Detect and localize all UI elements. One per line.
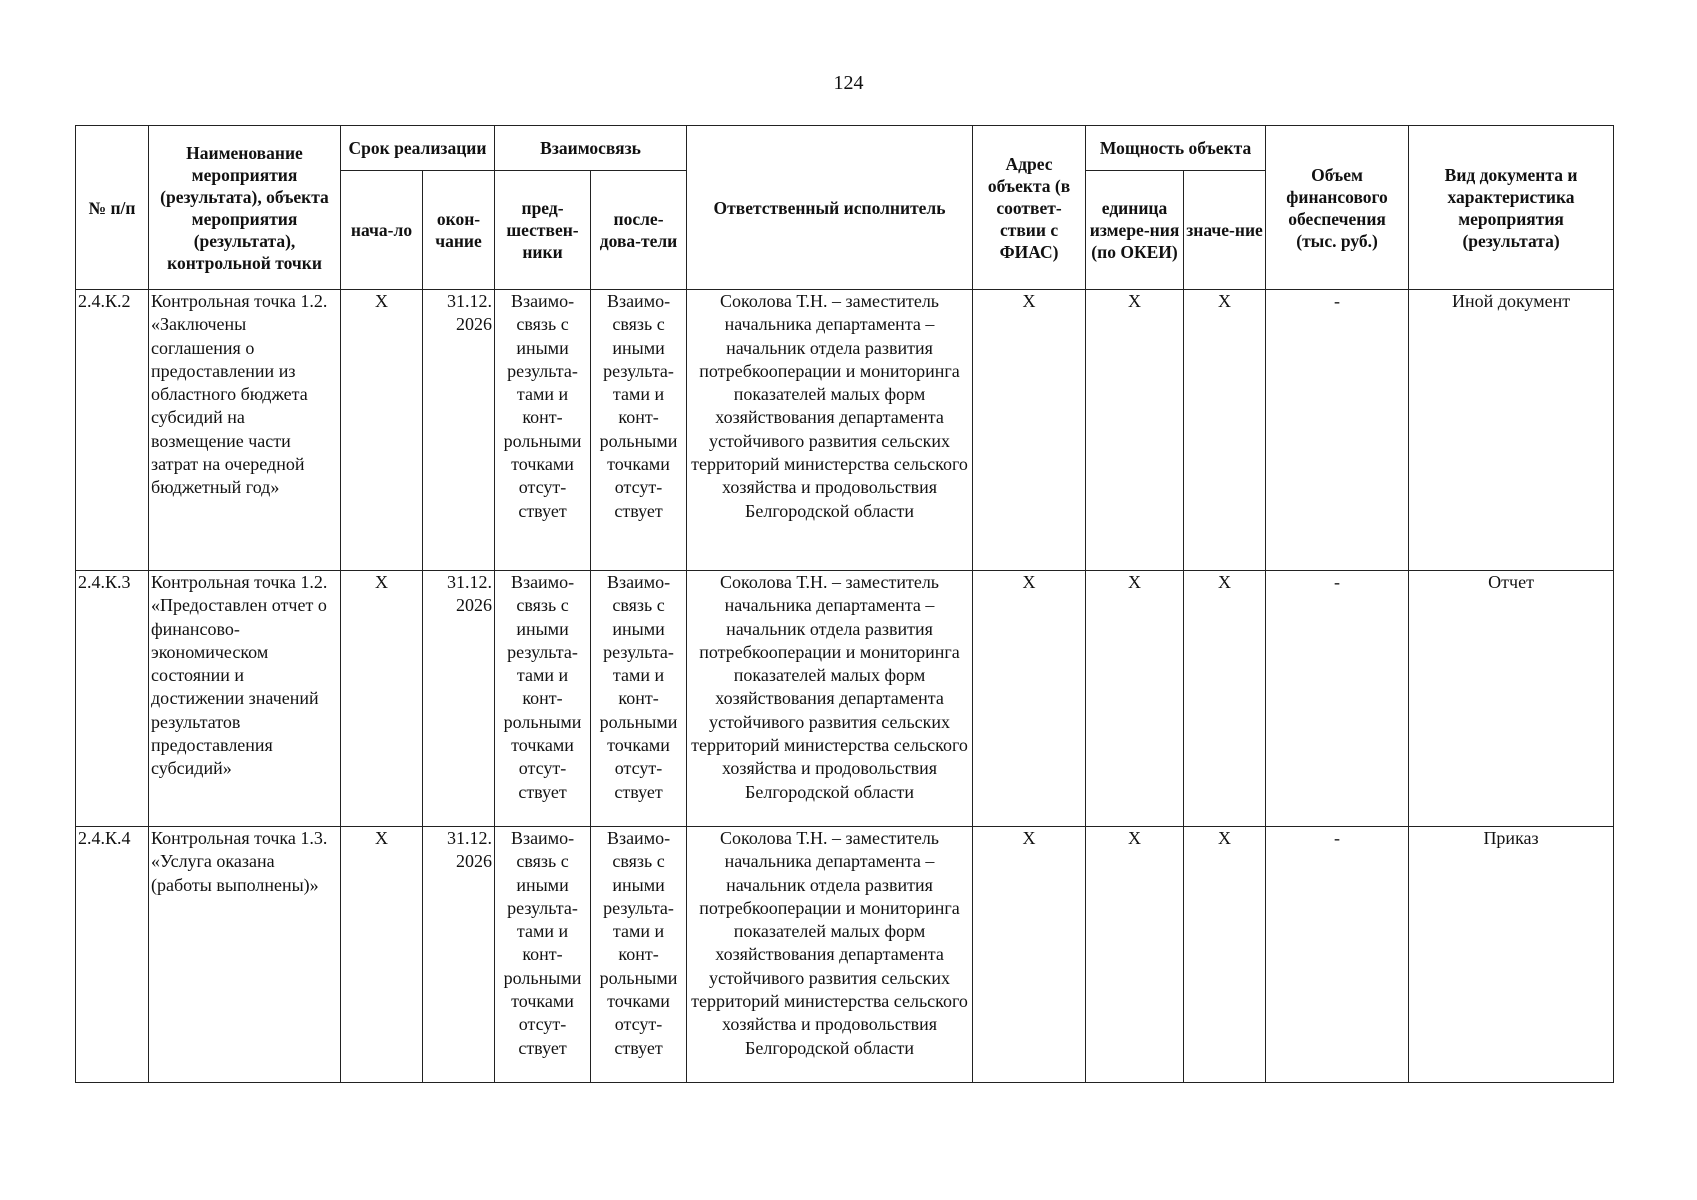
- header-doc-type: Вид документа и характеристика мероприятия (результата): [1409, 126, 1614, 290]
- row-end: 31.12. 2026: [423, 290, 495, 571]
- row-value: X: [1184, 571, 1266, 827]
- header-relation-prev: пред-шествен-ники: [495, 171, 591, 290]
- table-row: [76, 290, 1614, 571]
- row-next: Взаимо-связь с иными результа-тами и конт-рольными точками отсут-ствует: [591, 571, 687, 827]
- header-term-start: нача-ло: [341, 171, 423, 290]
- row-name: Контрольная точка 1.2. «Предоставлен отчет о финансово-экономическом состоянии и достижении значений результатов предоставления субсидий»: [149, 571, 341, 827]
- header-capacity-unit: единица измере-ния (по ОКЕИ): [1086, 171, 1184, 290]
- row-name: Контрольная точка 1.3. «Услуга оказана (работы выполнены)»: [149, 827, 341, 1083]
- header-relation-next: после-дова-тели: [591, 171, 687, 290]
- row-doc: Приказ: [1409, 827, 1614, 1083]
- row-start: X: [341, 827, 423, 1083]
- row-value: X: [1184, 290, 1266, 571]
- header-name: Наименование мероприятия (результата), объекта мероприятия (результата), контрольной точки: [149, 126, 341, 290]
- row-end: 31.12. 2026: [423, 571, 495, 827]
- header-term-end: окон-чание: [423, 171, 495, 290]
- plan-table: [75, 125, 1614, 1083]
- row-address: X: [973, 290, 1086, 571]
- row-end: 31.12. 2026: [423, 827, 495, 1083]
- header-term: Срок реализации: [341, 126, 495, 171]
- header-relation: Взаимосвязь: [495, 126, 687, 171]
- row-address: X: [973, 827, 1086, 1083]
- row-finance: -: [1266, 827, 1409, 1083]
- table-row: [76, 571, 1614, 827]
- row-num: 2.4.К.2: [76, 290, 149, 571]
- row-finance: -: [1266, 290, 1409, 571]
- row-unit: X: [1086, 571, 1184, 827]
- table-header: [76, 126, 1614, 290]
- row-address: X: [973, 571, 1086, 827]
- row-finance: -: [1266, 571, 1409, 827]
- row-start: X: [341, 290, 423, 571]
- row-next: Взаимо-связь с иными результа-тами и конт-рольными точками отсут-ствует: [591, 827, 687, 1083]
- row-unit: X: [1086, 827, 1184, 1083]
- row-unit: X: [1086, 290, 1184, 571]
- header-capacity-value: значе-ние: [1184, 171, 1266, 290]
- row-prev: Взаимо-связь с иными результа-тами и конт-рольными точками отсут-ствует: [495, 827, 591, 1083]
- row-doc: Отчет: [1409, 571, 1614, 827]
- row-responsible: Соколова Т.Н. – заместитель начальника департамента – начальник отдела развития потребкооперации и мониторинга показателей малых форм хозяйствования департамента устойчивого развития сельских территорий министерства сельского хозяйства и продовольствия Белгородской области: [687, 571, 973, 827]
- row-value: X: [1184, 827, 1266, 1083]
- row-next: Взаимо-связь с иными результа-тами и конт-рольными точками отсут-ствует: [591, 290, 687, 571]
- row-prev: Взаимо-связь с иными результа-тами и конт-рольными точками отсут-ствует: [495, 290, 591, 571]
- header-capacity: Мощность объекта: [1086, 126, 1266, 171]
- header-address: Адрес объекта (в соответ-ствии с ФИАС): [973, 126, 1086, 290]
- row-doc: Иной документ: [1409, 290, 1614, 571]
- row-start: X: [341, 571, 423, 827]
- table-row: [76, 827, 1614, 1083]
- row-num: 2.4.К.3: [76, 571, 149, 827]
- row-name: Контрольная точка 1.2. «Заключены соглашения о предоставлении из областного бюджета субсидий на возмещение части затрат на очередной бюджетный год»: [149, 290, 341, 571]
- row-prev: Взаимо-связь с иными результа-тами и конт-рольными точками отсут-ствует: [495, 571, 591, 827]
- row-num: 2.4.К.4: [76, 827, 149, 1083]
- page-number: 124: [833, 72, 864, 94]
- row-responsible: Соколова Т.Н. – заместитель начальника департамента – начальник отдела развития потребкооперации и мониторинга показателей малых форм хозяйствования департамента устойчивого развития сельских территорий министерства сельского хозяйства и продовольствия Белгородской области: [687, 827, 973, 1083]
- header-finance: Объем финансового обеспечения (тыс. руб.): [1266, 126, 1409, 290]
- header-responsible: Ответственный исполнитель: [687, 126, 973, 290]
- header-num: № п/п: [76, 126, 149, 290]
- row-responsible: Соколова Т.Н. – заместитель начальника департамента – начальник отдела развития потребкооперации и мониторинга показателей малых форм хозяйствования департамента устойчивого развития сельских территорий министерства сельского хозяйства и продовольствия Белгородской области: [687, 290, 973, 571]
